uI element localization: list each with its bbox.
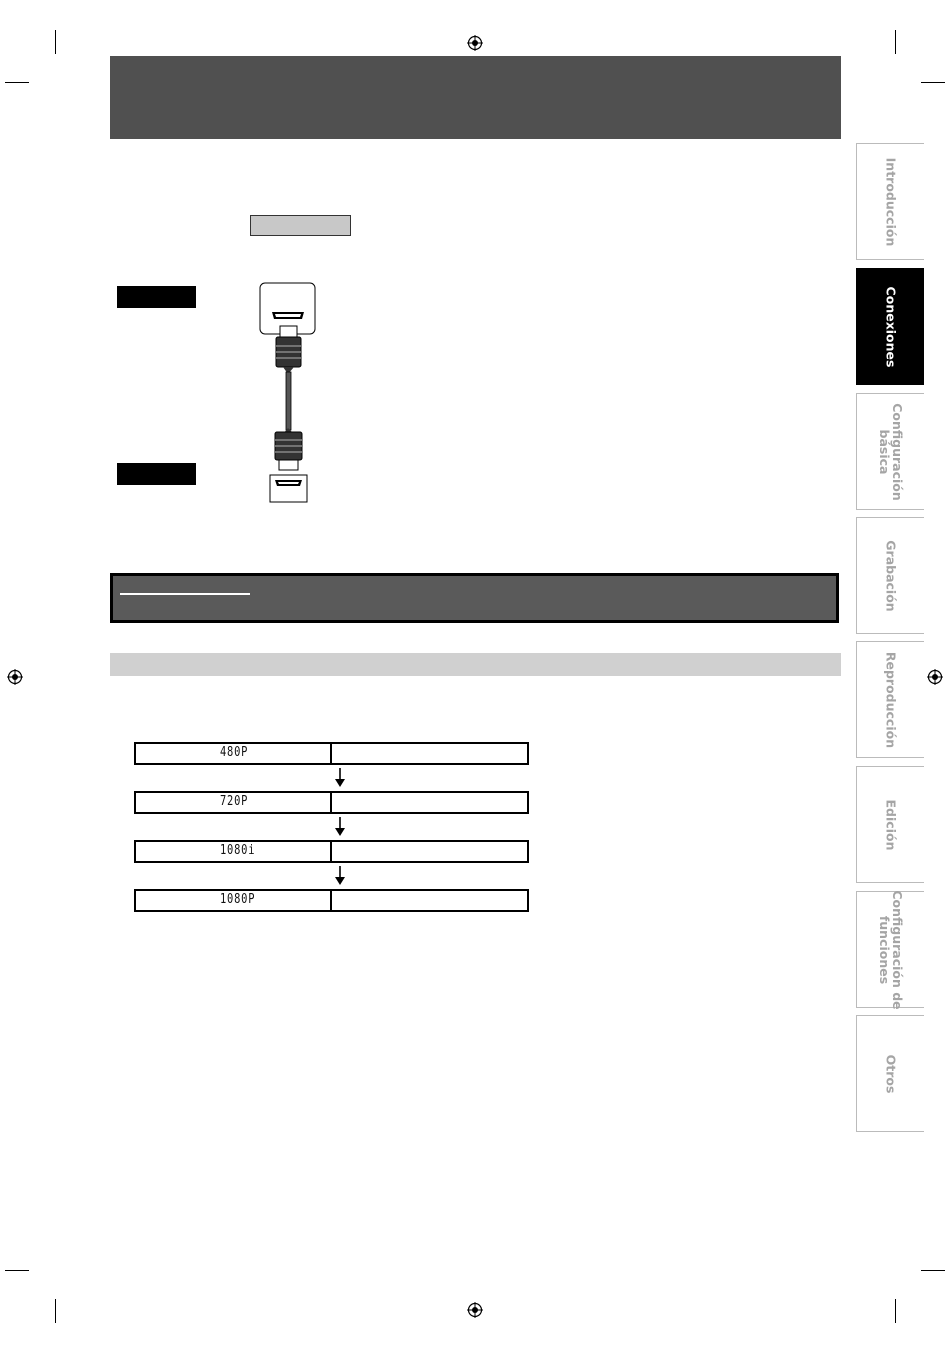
tab-label: Configuración de funciones	[876, 889, 905, 1010]
registration-mark-icon	[7, 669, 23, 685]
registration-mark-icon	[467, 35, 483, 51]
section-bar	[110, 653, 841, 676]
tab-conexiones[interactable]	[856, 268, 924, 385]
resolution-display-cell	[136, 891, 332, 910]
note-box	[110, 573, 839, 623]
resolution-row	[134, 742, 529, 765]
lcd-display: 480P	[220, 745, 249, 760]
crop-mark	[55, 1299, 56, 1323]
resolution-display-cell	[136, 793, 332, 812]
lcd-display: 1080i	[220, 843, 256, 858]
crop-mark	[55, 30, 56, 54]
tab-label: Conexiones	[883, 286, 898, 367]
label-box	[250, 215, 351, 236]
resolution-display-cell	[136, 842, 332, 861]
lcd-display: 720P	[220, 794, 249, 809]
resolution-row	[134, 840, 529, 863]
resolution-row	[134, 889, 529, 912]
crop-mark	[895, 1299, 896, 1323]
crop-mark	[5, 1270, 29, 1271]
crop-mark	[5, 82, 29, 83]
tab-label: Grabación	[883, 539, 898, 612]
hdmi-port-icon	[270, 475, 307, 502]
down-arrow-icon	[334, 866, 346, 886]
tab-label: Configuración básica	[876, 402, 905, 501]
down-arrow-icon	[334, 768, 346, 788]
tab-label: Edición	[883, 799, 898, 850]
tab-configuracion-basica[interactable]	[856, 393, 924, 510]
tab-grabacion[interactable]	[856, 517, 924, 634]
note-heading-underline	[120, 593, 250, 595]
device-label-top	[117, 286, 196, 308]
registration-mark-icon	[927, 669, 943, 685]
device-label-bottom	[117, 463, 196, 485]
tab-configuracion-funciones[interactable]	[856, 891, 924, 1008]
lcd-display: 1080P	[220, 892, 256, 907]
header-band	[110, 56, 841, 139]
tab-label: Reproducción	[883, 651, 898, 748]
tab-otros[interactable]	[856, 1015, 924, 1132]
tab-introduccion[interactable]	[856, 143, 924, 260]
crop-mark	[921, 82, 945, 83]
tab-edicion[interactable]	[856, 766, 924, 883]
tab-reproduccion[interactable]	[856, 641, 924, 758]
hdmi-cable-icon	[258, 282, 318, 504]
resolution-row	[134, 791, 529, 814]
down-arrow-icon	[334, 817, 346, 837]
registration-mark-icon	[467, 1302, 483, 1318]
crop-mark	[895, 30, 896, 54]
tab-label: Otros	[883, 1054, 898, 1093]
resolution-display-cell	[136, 744, 332, 763]
crop-mark	[921, 1270, 945, 1271]
tab-label: Introducción	[883, 157, 898, 246]
